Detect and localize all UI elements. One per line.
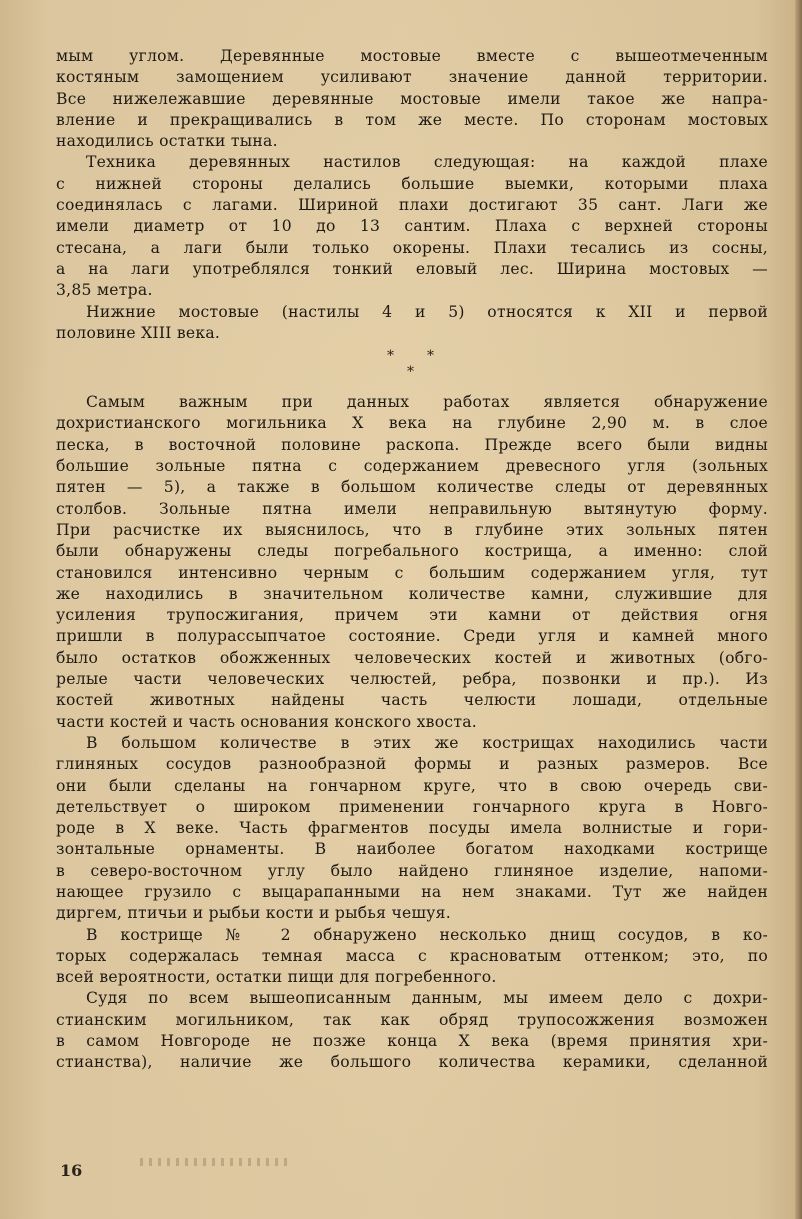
text-line: мым углом. Деревянные мостовые вместе с вышеотмеченным [56,47,768,65]
text-line: песка, в восточной половине раскопа. Прежде всего были видны [56,435,768,454]
text-line: были обнаружены следы погребального кострища, а именно: слой [56,542,768,561]
text-line: детельствует о широком применении гончарного круга в Новго- [56,797,768,816]
text-line: стианским могильником, так как обряд трупосожжения возможен [56,1010,768,1029]
text-line: В большом количестве в этих же кострищах находились части [86,733,768,752]
text-line: Все нижележавшие деревянные мостовые имели такое же напра- [56,89,768,108]
text-line: а на лаги употреблялся тонкий еловый лес. Ширина мостовых — [56,259,768,278]
text-line: Техника деревянных настилов следующая: на каждой плахе [86,153,768,172]
text-line: же находились в значительном количестве камни, служившие для [56,584,768,603]
text-line: 3,85 метра. [56,281,153,300]
text-line: Нижние мостовые (настилы 4 и 5) относятся к XII и первой [86,302,768,321]
text-line: пришли в полурассыпчатое состояние. Среди угля и камней много [56,627,768,646]
text-line: с нижней стороны делались большие выемки, которыми плаха [56,174,768,193]
text-line: При расчистке их выяснилось, что в глубине этих зольных пятен [56,520,768,539]
text-line: соединялась с лагами. Шириной плахи достигают 35 сант. Лаги же [56,196,768,215]
text-line: роде в X веке. Часть фрагментов посуды имела волнистые и гори- [56,819,768,838]
text-line: в самом Новгороде не позже конца X века (время принятия хри- [56,1032,768,1051]
text-line: нающее грузило с выцарапанными на нем знаками. Тут же найден [56,882,768,901]
text-line: зонтальные орнаменты. В наиболее богатом находками кострище [56,840,768,859]
text-line: Судя по всем вышеописанным данным, мы имеем дело с дохри- [86,989,768,1008]
print-smudge [140,1158,290,1166]
text-line: вление и прекращивались в том же месте. По сторонам мостовых [56,110,768,129]
paragraph-hearth-2 [56,925,768,989]
text-line: диргем, птичьи и рыбьи кости и рыбья чешуя. [56,904,451,923]
text-line: торых содержалась темная масса с красноватым оттенком; это, по [56,946,768,965]
paragraph-burial-discovery [56,392,768,733]
text-line: было остатков обожженных человеческих костей и животных (обго- [56,648,768,667]
paragraph-continuation [56,46,768,152]
text-line: релые части человеческих челюстей, ребра, позвонки и пр.). Из [56,670,768,689]
text-line: становился интенсивно черным с большим содержанием угля, тут [56,563,768,582]
text-line: дохристианского могильника X века на глубине 2,90 м. в слое [56,414,768,433]
body-text [56,46,768,1074]
text-line: костяным замощением усиливают значение данной территории. [56,68,768,87]
page-edge [795,0,802,1219]
paragraph-lower-pavements [56,302,768,345]
text-line: столбов. Зольные пятна имели неправильную вытянутую форму. [56,499,768,518]
asterisk: * [407,364,414,381]
asterisk: * [427,348,434,365]
paragraph-pottery [56,733,768,925]
text-line: в северо-восточном углу было найдено глиняное изделие, напоми- [56,861,768,880]
text-line: всей вероятности, остатки пищи для погребенного. [56,968,497,987]
paragraph-conclusion [56,988,768,1073]
text-line: костей животных найдены часть челюсти лошади, отдельные [56,691,768,710]
section-separator [56,344,768,392]
text-line: находились остатки тына. [56,132,278,151]
text-line: половине XIII века. [56,323,221,342]
text-line: пятен — 5), а также в большом количестве следы от деревянных [56,478,768,497]
text-line: имели диаметр от 10 до 13 сантим. Плаха с верхней стороны [56,217,768,236]
asterisk: * [387,348,394,365]
page-number: 16 [60,1161,83,1180]
text-line: глиняных сосудов разнообразной формы и разных размеров. Все [56,755,768,774]
text-line: стианства), наличие же большого количества керамики, сделанной [56,1053,768,1072]
text-line: В кострище № 2 обнаружено несколько днищ сосудов, в ко- [86,925,768,944]
text-line: стесана, а лаги были только окорены. Плахи тесались из сосны, [56,238,768,257]
paragraph-technique [56,152,768,301]
text-line: большие зольные пятна с содержанием древесного угля (зольных [56,457,768,476]
text-line: Самым важным при данных работах является обнаружение [86,393,768,412]
text-line: они были сделаны на гончарном круге, что в свою очередь сви- [56,776,768,795]
text-line: части костей и часть основания конского хвоста. [56,712,477,731]
text-line: усиления трупосжигания, причем эти камни от действия огня [56,606,768,625]
